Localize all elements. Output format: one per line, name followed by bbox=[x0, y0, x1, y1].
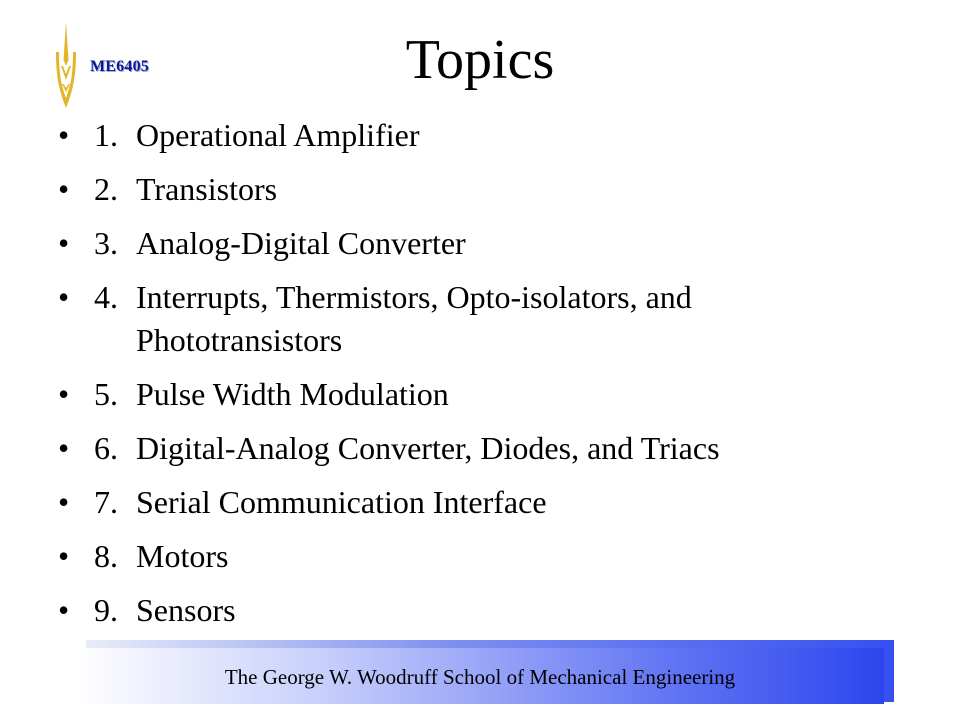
topic-number: 7. bbox=[94, 484, 118, 520]
topic-item-9 bbox=[58, 589, 908, 632]
topic-text: Serial Communication Interface bbox=[136, 484, 547, 520]
topic-text: Motors bbox=[136, 538, 229, 574]
topic-text: Analog-Digital Converter bbox=[136, 225, 466, 261]
topic-text: Sensors bbox=[136, 592, 236, 628]
topic-text: Interrupts, Thermistors, Opto-isolators, and Phototransistors bbox=[136, 279, 692, 358]
topic-item-2 bbox=[58, 168, 908, 211]
bullet: • bbox=[58, 484, 70, 520]
topic-item-8 bbox=[58, 535, 908, 578]
topic-item-1 bbox=[58, 114, 908, 157]
bullet: • bbox=[58, 225, 70, 261]
topic-item-5 bbox=[58, 373, 908, 416]
topic-number: 8. bbox=[94, 538, 118, 574]
topic-text: Digital-Analog Converter, Diodes, and Triacs bbox=[136, 430, 720, 466]
slide-title: Topics bbox=[405, 29, 555, 91]
topic-number: 3. bbox=[94, 225, 118, 261]
topic-text: Pulse Width Modulation bbox=[136, 376, 449, 412]
bullet: • bbox=[58, 538, 70, 574]
topic-item-7 bbox=[58, 481, 908, 524]
bullet: • bbox=[58, 376, 70, 412]
footer-banner bbox=[76, 648, 884, 704]
bullet: • bbox=[58, 117, 70, 153]
topic-number: 1. bbox=[94, 117, 118, 153]
topic-item-6 bbox=[58, 427, 908, 470]
topic-item-4 bbox=[58, 276, 908, 362]
bullet: • bbox=[58, 279, 70, 315]
bullet: • bbox=[58, 171, 70, 207]
topic-text: Transistors bbox=[136, 171, 278, 207]
bullet: • bbox=[58, 592, 70, 628]
bullet: • bbox=[58, 430, 70, 466]
topic-number: 6. bbox=[94, 430, 118, 466]
topic-number: 4. bbox=[94, 279, 118, 315]
course-code: ME6405 bbox=[90, 58, 149, 75]
topic-number: 2. bbox=[94, 171, 118, 207]
topic-text: Operational Amplifier bbox=[136, 117, 420, 153]
topic-number: 9. bbox=[94, 592, 118, 628]
topic-item-3 bbox=[58, 222, 908, 265]
topic-number: 5. bbox=[94, 376, 118, 412]
footer-institution: The George W. Woodruff School of Mechanical Engineering bbox=[224, 665, 736, 689]
topic-list bbox=[58, 114, 908, 643]
